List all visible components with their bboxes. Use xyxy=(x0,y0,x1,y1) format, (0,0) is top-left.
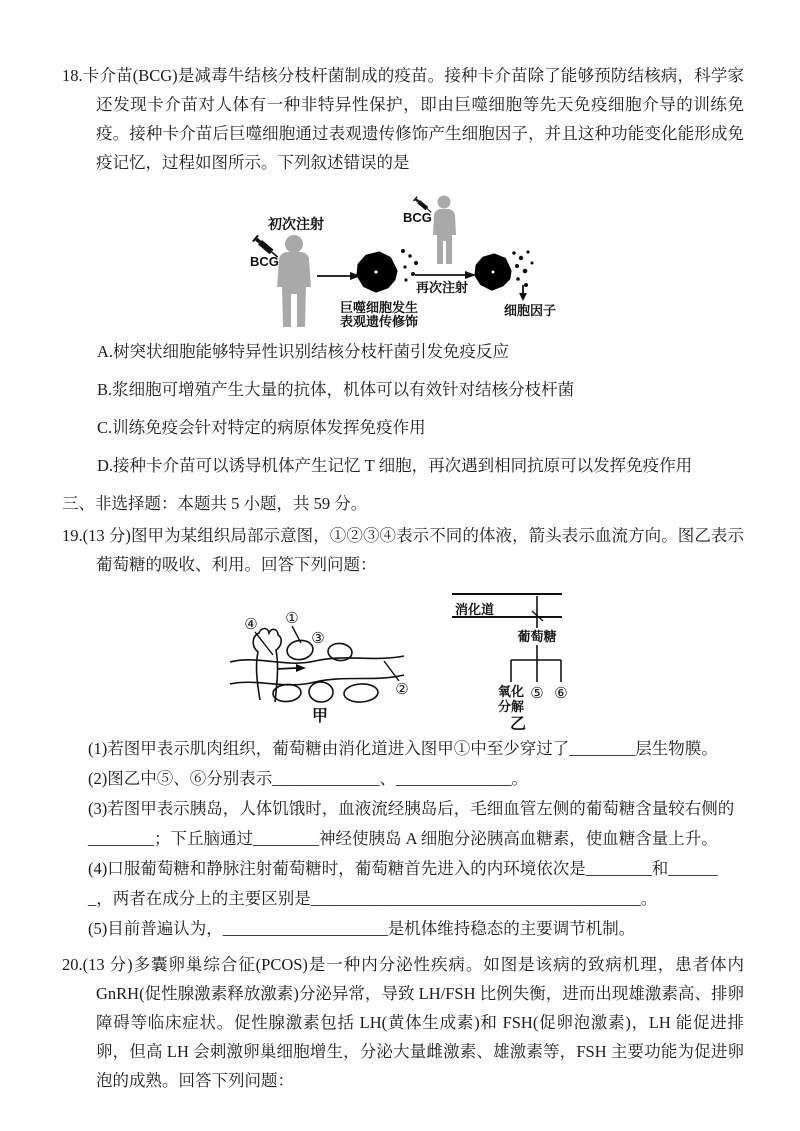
figure-jia-caption: 甲 xyxy=(311,707,329,725)
circ5-label: ⑤ xyxy=(530,685,544,702)
sub-question-3 xyxy=(88,794,744,854)
question-20 xyxy=(62,950,744,1095)
macrophage-caption-line2: 表观遗传修饰 xyxy=(339,314,419,329)
option-b: B.浆细胞可增殖产生大量的抗体，机体可以有效针对结核分枝杆菌 xyxy=(97,380,575,399)
question-18-stem: 18.卡介苗(BCG)是减毒牛结核分枝杆菌制成的疫苗。接种卡介苗除了能够预防结核病，科学家还发现卡介苗对人体有一种非特异性保护，即由巨噬细胞等先天免疫细胞介导的训练免疫。接种卡介苗后巨噬细胞通过表观遗传修饰产生细胞因子，并且这种功能变化能形成免疫记忆，过程如图所示。下列叙述错误的是 xyxy=(62,65,744,172)
bcg-diagram-svg xyxy=(240,193,575,331)
figure-jia xyxy=(230,611,409,725)
sub-question-1-line1: (1)若图甲表示肌肉组织，葡萄糖由消化道进入图甲①中至少穿过了________层生物膜。 xyxy=(88,738,718,758)
oxidative-label-line2: 分解 xyxy=(497,698,525,714)
person-figure-1 xyxy=(277,235,311,327)
sub-question-1 xyxy=(88,734,744,764)
option-c: C.训练免疫会针对特定的病原体发挥免疫作用 xyxy=(97,418,426,437)
option-d: D.接种卡介苗可以诱导机体产生记忆 T 细胞，再次遇到相同抗原可以发挥免疫作用 xyxy=(97,456,693,475)
oxidative-label-line1: 氧化 xyxy=(497,683,525,699)
person-figure-2 xyxy=(433,196,456,265)
capillary-bottom-wall xyxy=(230,675,404,685)
section-header: 三、非选择题：本题共 5 小题，共 59 分。 xyxy=(62,494,368,513)
sub-question-5 xyxy=(88,914,744,944)
digestive-tract-label: 消化道 xyxy=(455,601,495,617)
blood-flow-arrow xyxy=(277,664,306,672)
sub-question-2 xyxy=(88,764,744,794)
circ4-label: ④ xyxy=(244,616,258,633)
question-20-stem: 20.(13 分)多囊卵巢综合征(PCOS)是一种内分泌性疾病。如图是该病的致病机理，患者体内 GnRH(促性腺激素释放激素)分泌异常，导致 LH/FSH 比例失衡，进而出现雄激素高、排卵障碍等临床症状。促性腺激素包括 LH(黄体生成素)和 FSH(促卵泡激素)，LH 能促进排卵，但高 LH 会刺激卵巢细胞增生，分泌大量雌激素、雄激素等，FSH 主要功能为促进卵泡的成熟。回答下列问题： xyxy=(62,954,744,1090)
cytokine-dots-2 xyxy=(512,250,533,287)
question-19-sub-questions xyxy=(88,734,744,944)
option-a: A.树突状细胞能够特异性识别结核分枝杆菌引发免疫反应 xyxy=(97,342,510,361)
sub-question-3-line2: ________；下丘脑通过________神经使胰岛 A 细胞分泌胰高血糖素，使血糖含量上升。 xyxy=(88,828,718,848)
bcg-training-immunity-diagram xyxy=(240,193,744,331)
macrophage-cell-2 xyxy=(477,256,509,288)
question-18-options xyxy=(62,333,744,485)
second-injection-label: 再次注射 xyxy=(415,280,469,295)
glucose-label: 葡萄糖 xyxy=(517,628,557,644)
arrow-right-2 xyxy=(415,271,476,279)
macrophage-caption-line1: 巨噬细胞发生 xyxy=(339,300,419,315)
sub-question-2-line1: (2)图乙中⑤、⑥分别表示_____________、______________。 xyxy=(88,768,528,788)
figure-yi-caption: 乙 xyxy=(509,715,527,732)
arrow-down xyxy=(519,285,527,301)
figure-19-svg xyxy=(230,590,580,732)
sub-question-4-line2: _，两者在成分上的主要区别是________________________________________。 xyxy=(88,888,658,908)
cytokine-label: 细胞因子 xyxy=(503,303,557,318)
sub-question-3-line1: (3)若图甲表示胰岛，人体饥饿时，血液流经胰岛后，毛细血管左侧的葡萄糖含量较右侧的 xyxy=(88,798,735,818)
bcg-label-2: BCG xyxy=(403,210,432,225)
question-18 xyxy=(62,61,744,486)
circ6-label: ⑥ xyxy=(554,685,568,702)
macrophage-cell-1 xyxy=(359,254,395,290)
lymph-vessel xyxy=(253,628,281,702)
circ2-label: ② xyxy=(395,681,409,698)
sub-question-4 xyxy=(88,854,744,914)
bcg-label-1: BCG xyxy=(250,254,279,269)
arrow-right-1 xyxy=(317,272,361,280)
tissue-cells-bottom xyxy=(272,681,378,702)
question-19 xyxy=(62,521,744,944)
first-injection-label: 初次注射 xyxy=(268,216,324,232)
figure-yi xyxy=(452,594,568,732)
sub-question-5-line1: (5)目前普遍认为，____________________是机体维持稳态的主要调节机制。 xyxy=(88,918,636,938)
circ3-label: ③ xyxy=(311,630,325,647)
tissue-glucose-diagram xyxy=(230,590,744,732)
cytokine-dots-1 xyxy=(401,249,418,282)
circ1-label: ① xyxy=(285,610,299,627)
sub-question-4-line1: (4)口服葡萄糖和静脉注射葡萄糖时，葡萄糖首先进入的内环境依次是________和______ xyxy=(88,858,718,878)
question-19-stem: 19.(13 分)图甲为某组织局部示意图，①②③④表示不同的体液，箭头表示血流方向。图乙表示葡萄糖的吸收、利用。回答下列问题： xyxy=(62,526,744,574)
